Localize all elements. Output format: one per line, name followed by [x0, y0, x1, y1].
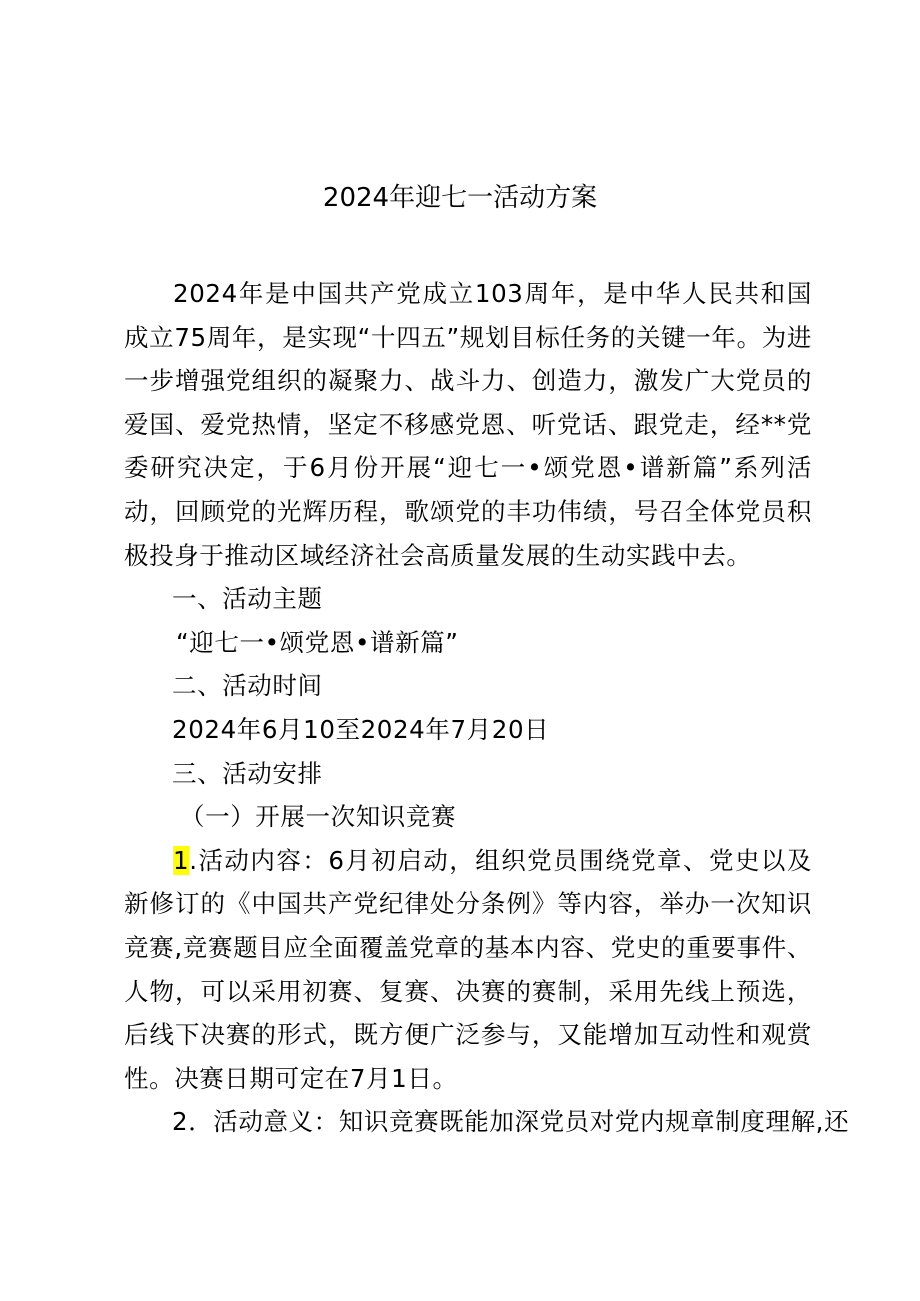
section-heading-time: 二、活动时间	[172, 671, 323, 701]
quiz-item-content-text: .活动内容：6月初启动，组织党员围绕党章、党史以及新修订的《中国共产党纪律处分条例》等内容，举办一次知识竞赛,竞赛题目应全面覆盖党章的基本内容、党史的重要事件、人物，可以采用初赛、复赛、决赛的赛制，采用先线上预选，后线下决赛的形式，既方便广泛参与，又能增加互动性和观赏性。决赛日期可定在7月1日。	[124, 845, 812, 1093]
quiz-item-content	[124, 839, 812, 1101]
section-heading-arrangement: 三、活动安排	[172, 758, 323, 788]
quiz-item-significance: 2．活动意义：知识竞赛既能加深党员对党内规章制度理解,还	[172, 1107, 850, 1137]
intro-paragraph: 2024年是中国共产党成立103周年，是中华人民共和国成立75周年，是实现“十四五”规划目标任务的关键一年。为进一步增强党组织的凝聚力、战斗力、创造力，激发广大党员的爱国、爱党热情，坚定不移感党恩、听党话、跟党走，经**党委研究决定，于6月份开展“迎七一•颂党恩•谱新篇”系列活动，回顾党的光辉历程，歌颂党的丰功伟绩，号召全体党员积极投身于推动区域经济社会高质量发展的生动实践中去。	[124, 279, 813, 570]
document-body	[124, 272, 850, 1144]
subsection-heading-quiz: （一）开展一次知识竞赛	[180, 802, 457, 832]
highlighted-item-number: 1	[173, 845, 190, 875]
document-title: 2024年迎七一活动方案	[322, 183, 598, 213]
section-heading-theme: 一、活动主题	[172, 584, 323, 614]
time-content: 2024年6月10至2024年7月20日	[172, 714, 550, 744]
theme-content: “迎七一•颂党恩•谱新篇”	[176, 627, 459, 657]
